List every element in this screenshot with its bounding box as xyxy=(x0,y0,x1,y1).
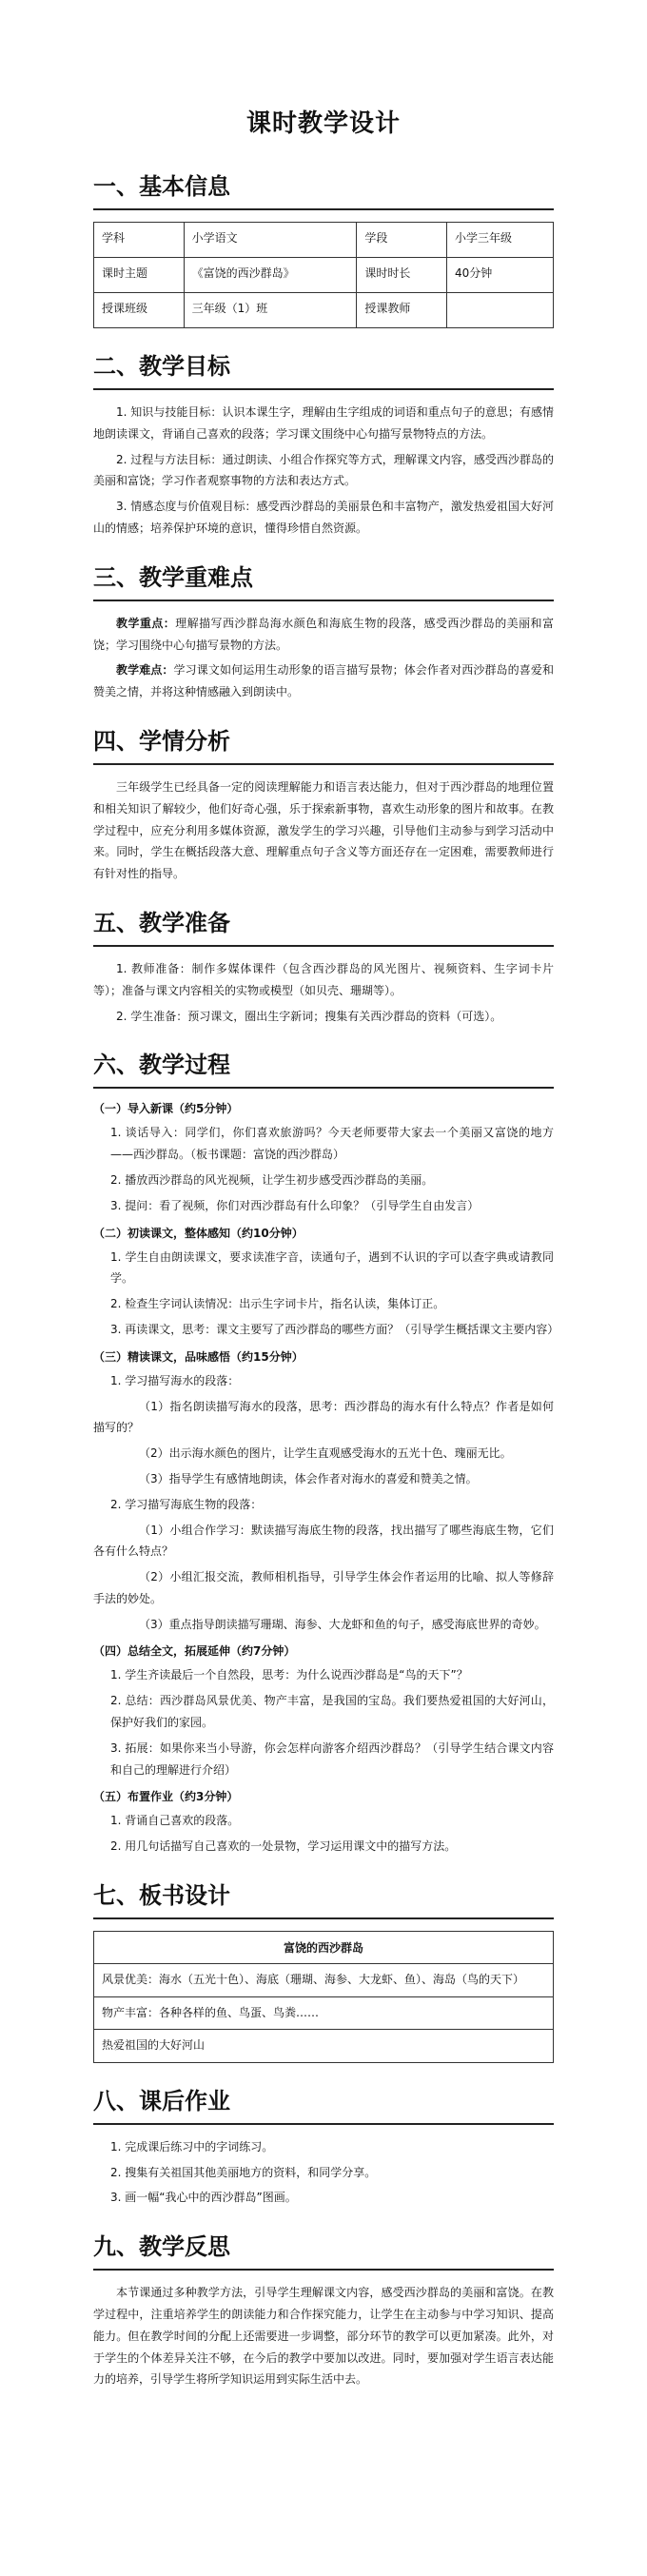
list-item: 2. 搜集有关祖国其他美丽地方的资料，和同学分享。 xyxy=(110,2165,377,2179)
board-row: 风景优美：海水（五光十色）、海底（珊瑚、海参、大龙虾、鱼）、海岛（鸟的天下） xyxy=(94,1964,553,1997)
list-subitem: （1）小组合作学习：默读描写海底生物的段落，找出描写了哪些海底生物，它们各有什么特点？ xyxy=(93,1523,554,1559)
section-heading: 五、教学准备 xyxy=(93,909,230,936)
blackboard-design xyxy=(93,1931,554,2063)
key-point xyxy=(93,613,554,657)
divider xyxy=(93,945,554,947)
section-heading: 七、板书设计 xyxy=(93,1882,230,1910)
table-cell: 《富饶的西沙群岛》 xyxy=(184,258,357,293)
subsection-title: （四）总结全文，拓展延伸（约7分钟） xyxy=(93,1644,296,1659)
basic-info-table xyxy=(93,222,554,328)
list-subitem: （3）重点指导朗读描写珊瑚、海参、大龙虾和鱼的句子，感受海底世界的奇妙。 xyxy=(139,1617,546,1631)
table-cell: 小学三年级 xyxy=(446,223,553,258)
table-cell: 课时时长 xyxy=(357,258,447,293)
divider xyxy=(93,1917,554,1919)
difficult-point-label: 教学难点： xyxy=(116,663,174,678)
subsection-title: （五）布置作业（约3分钟） xyxy=(93,1790,239,1804)
divider xyxy=(93,208,554,210)
list-item: 2. 总结：西沙群岛风景优美、物产丰富，是我国的宝岛。我们要热爱祖国的大好河山，保护好我们的家园。 xyxy=(110,1694,554,1730)
section-heading: 一、基本信息 xyxy=(93,173,230,200)
section-heading: 四、学情分析 xyxy=(93,727,230,755)
table-cell: 授课教师 xyxy=(357,293,447,328)
list-item: 1. 完成课后练习中的字词练习。 xyxy=(110,2139,274,2153)
list-item: 2. 检查生字词认读情况：出示生字词卡片，指名认读，集体订正。 xyxy=(110,1297,445,1311)
goal-item: 3. 情感态度与价值观目标：感受西沙群岛的美丽景色和丰富物产，激发热爱祖国大好河山的情感；培养保护环境的意识，懂得珍惜自然资源。 xyxy=(93,500,554,535)
list-item: 3. 提问：看了视频，你们对西沙群岛有什么印象？（引导学生自由发言） xyxy=(110,1198,480,1212)
section-heading: 八、课后作业 xyxy=(93,2087,230,2114)
list-item: 3. 拓展：如果你来当小导游，你会怎样向游客介绍西沙群岛？（引导学生结合课文内容和自己的理解进行介绍） xyxy=(110,1740,554,1777)
list-item: 1. 谈话导入：同学们，你们喜欢旅游吗？今天老师要带大家去一个美丽又富饶的地方——西沙群岛。（板书课题：富饶的西沙群岛） xyxy=(110,1126,554,1162)
section-heading: 六、教学过程 xyxy=(93,1052,230,1079)
list-item: 1. 学生齐读最后一个自然段，思考：为什么说西沙群岛是“鸟的天下”？ xyxy=(110,1668,468,1682)
divider xyxy=(93,2123,554,2125)
document-title: 课时教学设计 xyxy=(245,109,401,138)
list-item: 3. 再读课文，思考：课文主要写了西沙群岛的哪些方面？（引导学生概括课文主要内容） xyxy=(110,1322,559,1336)
divider xyxy=(93,2269,554,2271)
difficult-point xyxy=(93,659,554,703)
reflection-paragraph: 本节课通过多种教学方法，引导学生理解课文内容，感受西沙群岛的美丽和富饶。在教学过程中，注重培养学生的朗读能力和合作探究能力，让学生在主动参与中学习知识、提高能力。但在教学时间的分配上还需要进一步调整，部分环节的教学可以更加紧凑。此外，对于学生的个体差异关注不够，在今后的教学中要加以改进。同时，要加强对学生语言表达能力的培养，引导学生将所学知识运用到实际生活中去。 xyxy=(93,2286,554,2387)
goal-item: 2. 过程与方法目标：通过朗读、小组合作探究等方式，理解课文内容，感受西沙群岛的美丽和富饶；学习作者观察事物的方法和表达方式。 xyxy=(93,452,554,488)
section-prep xyxy=(0,904,647,1027)
subsection-title: （一）导入新课（约5分钟） xyxy=(93,1102,239,1116)
section-analysis xyxy=(0,722,647,885)
key-point-text: 理解描写西沙群岛海水颜色和海底生物的段落，感受西沙群岛的美丽和富饶；学习围绕中心句描写景物的方法。 xyxy=(93,616,554,652)
list-item: 2. 播放西沙群岛的风光视频，让学生初步感受西沙群岛的美丽。 xyxy=(110,1172,434,1187)
table-row xyxy=(94,258,554,293)
list-item: 2. 用几句话描写自己喜欢的一处景物，学习运用课文中的描写方法。 xyxy=(110,1839,457,1854)
prep-item: 1. 教师准备：制作多媒体课件（包含西沙群岛的风光图片、视频资料、生字词卡片等）；准备与课文内容相关的实物或模型（如贝壳、珊瑚等）。 xyxy=(93,961,554,997)
table-cell: 小学语文 xyxy=(184,223,357,258)
board-row: 热爱祖国的大好河山 xyxy=(102,2038,206,2053)
section-goals xyxy=(0,347,647,540)
board-title: 富饶的西沙群岛 xyxy=(94,1932,553,1964)
section-heading: 九、教学反思 xyxy=(93,2233,230,2261)
section-homework xyxy=(0,2082,647,2209)
table-cell: 学科 xyxy=(94,223,185,258)
difficult-point-text: 学习课文如何运用生动形象的语言描写景物；体会作者对西沙群岛的喜爱和赞美之情，并将这种情感融入到朗读中。 xyxy=(93,663,554,699)
divider xyxy=(93,763,554,765)
table-cell: 学段 xyxy=(357,223,447,258)
list-subitem: （3）指导学生有感情地朗读，体会作者对海水的喜爱和赞美之情。 xyxy=(139,1471,478,1485)
section-heading: 三、教学重难点 xyxy=(93,563,253,591)
list-item: 1. 学习描写海水的段落： xyxy=(110,1373,240,1387)
table-cell: 授课班级 xyxy=(94,293,185,328)
list-subitem: （2）出示海水颜色的图片，让学生直观感受海水的五光十色、瑰丽无比。 xyxy=(139,1446,512,1461)
section-reflection xyxy=(0,2228,647,2390)
divider xyxy=(93,1087,554,1089)
analysis-paragraph: 三年级学生已经具备一定的阅读理解能力和语言表达能力，但对于西沙群岛的地理位置和相关知识了解较少，他们好奇心强，乐于探索新事物，喜欢生动形象的图片和故事。在教学过程中，应充分利用多媒体资源，激发学生的学习兴趣，引导他们主动参与到学习活动中来。同时，学生在概括段落大意、理解重点句子含义等方面还存在一定困难，需要教师进行有针对性的指导。 xyxy=(93,779,554,881)
board-row: 物产丰富：各种各样的鱼、鸟蛋、鸟粪…… xyxy=(94,1997,553,2031)
table-cell: 40分钟 xyxy=(446,258,553,293)
section-process xyxy=(0,1046,647,1858)
goal-item: 1. 知识与技能目标：认识本课生字，理解由生字组成的词语和重点句子的意思；有感情地朗读课文，背诵自己喜欢的段落；学习课文围绕中心句描写景物特点的方法。 xyxy=(93,405,554,441)
section-heading: 二、教学目标 xyxy=(93,353,230,380)
list-subitem: （1）指名朗读描写海水的段落，思考：西沙群岛的海水有什么特点？作者是如何描写的？ xyxy=(93,1399,554,1435)
list-item: 1. 学生自由朗读课文，要求读准字音，读通句子，遇到不认识的字可以查字典或请教同学。 xyxy=(110,1249,554,1286)
subsection-title: （三）精读课文，品味感悟（约15分钟） xyxy=(93,1349,304,1364)
list-subitem: （2）小组汇报交流，教师相机指导，引导学生体会作者运用的比喻、拟人等修辞手法的妙处。 xyxy=(93,1570,554,1605)
list-item: 2. 学习描写海底生物的段落： xyxy=(110,1497,263,1511)
list-item: 3. 画一幅“我心中的西沙群岛”图画。 xyxy=(110,2191,297,2205)
table-cell: 三年级（1）班 xyxy=(184,293,357,328)
table-row xyxy=(94,223,554,258)
section-basic-info xyxy=(0,167,647,328)
table-row xyxy=(94,293,554,328)
section-board xyxy=(0,1877,647,2063)
list-item: 1. 背诵自己喜欢的段落。 xyxy=(110,1814,240,1828)
divider xyxy=(93,600,554,601)
divider xyxy=(93,388,554,390)
table-cell: 课时主题 xyxy=(94,258,185,293)
section-keypoints xyxy=(0,559,647,703)
table-cell xyxy=(446,293,553,328)
key-point-label: 教学重点： xyxy=(116,616,176,630)
subsection-title: （二）初读课文，整体感知（约10分钟） xyxy=(93,1226,304,1240)
prep-item: 2. 学生准备：预习课文，圈出生字新词；搜集有关西沙群岛的资料（可选）。 xyxy=(116,1009,502,1023)
